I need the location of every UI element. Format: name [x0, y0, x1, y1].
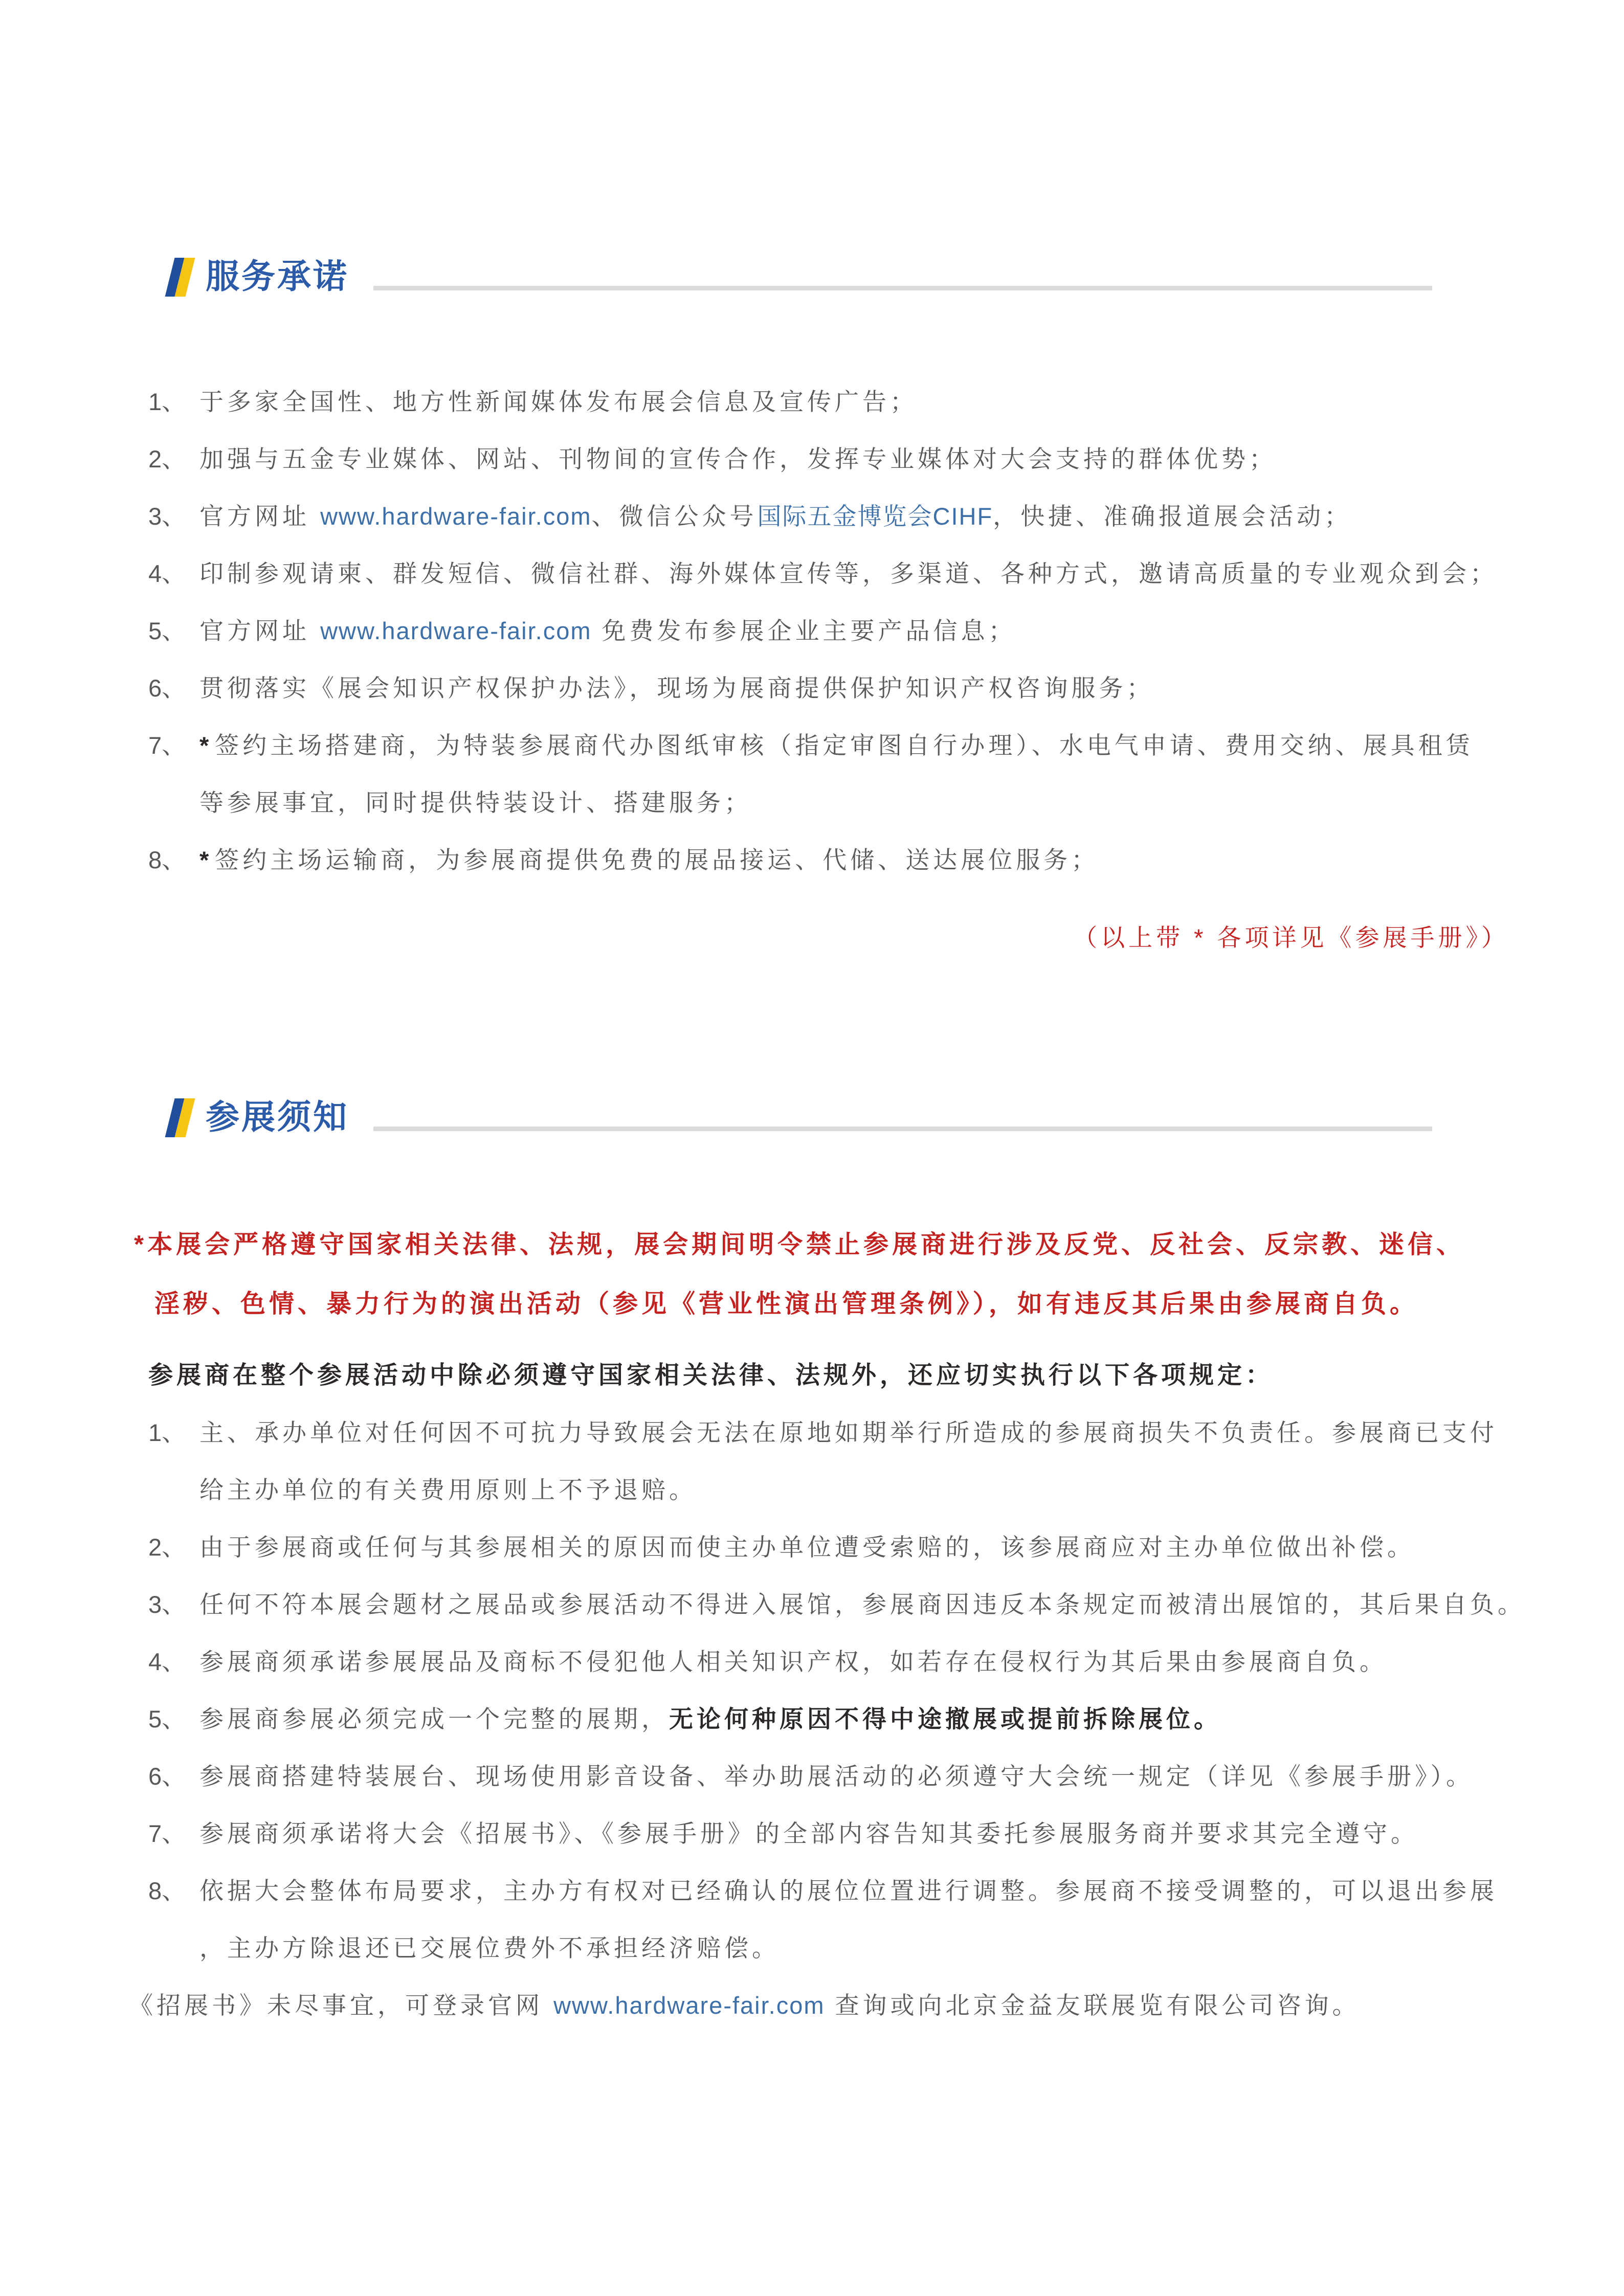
list-item — [148, 488, 1509, 545]
text-segment: 参展商须承诺将大会《招展书》、《参展手册》的全部内容告知其委托参展服务商并要求其完全遵守。 — [199, 1820, 1418, 1847]
warning-line: *本展会严格遵守国家相关法律、法规，展会期间明令禁止参展商进行涉及反党、反社会、反宗教、迷信、 — [134, 1231, 1465, 1258]
text-segment: 由于参展商或任何与其参展相关的原因而使主办单位遭受索赔的，该参展商应对主办单位做出补偿。 — [199, 1534, 1415, 1561]
text-segment: 等参展事宜，同时提供特装设计、搭建服务； — [199, 789, 752, 816]
text-segment: 查询或向北京金益友联展览有限公司咨询。 — [825, 1992, 1360, 2019]
list-item — [148, 1691, 1509, 1748]
list-item-continuation — [148, 774, 1509, 831]
text-segment: 签约主场搭建商，为特装参展商代办图纸审核（指定审图自行办理）、水电气申请、费用交纳、展具租赁 — [215, 732, 1474, 759]
list-item — [148, 431, 1509, 488]
text-segment: 主、承办单位对任何因不可抗力导致展会无法在原地如期举行所造成的参展商损失不负责任。参展商已支付 — [199, 1419, 1498, 1446]
notice-warning — [134, 1215, 1509, 1334]
text-segment: 任何不符本展会题材之展品或参展活动不得进入展馆，参展商因违反本条规定而被清出展馆的，其后果自负。 — [199, 1591, 1525, 1618]
text-segment: 官方网址 — [199, 503, 321, 530]
text-segment: 免费发布参展企业主要产品信息； — [591, 617, 1016, 644]
list-item-number: 2、 — [148, 1534, 186, 1561]
warning-line: 淫秽、色情、暴力行为的演出活动（参见《营业性演出管理条例》），如有违反其后果由参展商自负。 — [154, 1290, 1419, 1318]
text-segment: 签约主场运输商，为参展商提供免费的展品接运、代储、送达展位服务； — [215, 846, 1099, 873]
text-segment: * — [199, 732, 209, 759]
section-title-service: 服务承诺 — [206, 257, 349, 295]
list-item — [148, 1633, 1509, 1691]
text-segment: 、微信公众号 — [591, 503, 758, 530]
footer-contact-line — [129, 1977, 1509, 2034]
text-segment: ，主办方除退还已交展位费外不承担经济赔偿。 — [199, 1934, 780, 1962]
link-text[interactable]: www.hardware-fair.com — [553, 1992, 825, 2019]
section-header-service — [148, 255, 1432, 298]
service-note: （以上带 * 各项详见《参展手册》） — [1073, 924, 1509, 951]
list-item-continuation — [148, 1461, 1509, 1519]
list-item — [148, 1748, 1509, 1805]
link-text[interactable]: www.hardware-fair.com — [320, 503, 592, 530]
list-item-number: 7、 — [148, 1820, 186, 1847]
text-segment: 贯彻落实《展会知识产权保护办法》，现场为展商提供保护知识产权咨询服务； — [199, 674, 1154, 702]
list-item — [148, 660, 1509, 717]
text-segment: ，快捷、准确报道展会活动； — [993, 503, 1352, 530]
notice-intro: 参展商在整个参展活动中除必须遵守国家相关法律、法规外，还应切实执行以下各项规定： — [148, 1362, 1274, 1389]
text-segment: 参展商参展必须完成一个完整的展期， — [199, 1705, 669, 1732]
text-segment: * — [199, 846, 209, 873]
text-segment: 参展商须承诺参展展品及商标不侵犯他人相关知识产权，如若存在侵权行为其后果由参展商自负。 — [199, 1648, 1387, 1675]
section-title-notice: 参展须知 — [206, 1098, 349, 1136]
section-rule — [373, 1127, 1432, 1131]
list-item-number: 8、 — [148, 846, 186, 873]
list-item — [148, 1404, 1509, 1461]
text-segment: 无论何种原因不得中途撤展或提前拆除展位。 — [669, 1705, 1221, 1732]
list-item-number: 5、 — [148, 617, 186, 644]
list-item-number: 4、 — [148, 560, 186, 587]
list-item-number: 1、 — [148, 1419, 186, 1446]
service-commitment-list — [148, 373, 1509, 889]
list-item-continuation — [148, 1920, 1509, 1977]
list-item-number: 3、 — [148, 503, 186, 530]
list-item — [148, 717, 1509, 774]
text-segment: 于多家全国性、地方性新闻媒体发布展会信息及宣传广告； — [199, 388, 918, 415]
notice-rules-list — [148, 1404, 1525, 1977]
section-rule — [373, 286, 1432, 290]
list-item-number: 6、 — [148, 1763, 186, 1790]
text-segment: 官方网址 — [199, 617, 321, 644]
link-text[interactable]: www.hardware-fair.com — [320, 617, 592, 644]
list-item-number: 1、 — [148, 388, 186, 415]
list-item-number: 6、 — [148, 674, 186, 702]
text-segment: 印制参观请柬、群发短信、微信社群、海外媒体宣传等，多渠道、各种方式，邀请高质量的专业观众到会； — [199, 560, 1498, 587]
link-text[interactable]: 国际五金博览会CIHF — [757, 503, 993, 530]
list-item — [148, 373, 1509, 431]
list-item — [148, 602, 1509, 660]
list-item-number: 5、 — [148, 1705, 186, 1732]
text-segment: 参展商搭建特装展台、现场使用影音设备、举办助展活动的必须遵守大会统一规定（详见《参展手册》）。 — [199, 1763, 1474, 1790]
list-item — [148, 545, 1509, 602]
text-segment: 《招展书》未尽事宜，可登录官网 — [129, 1992, 554, 2019]
list-item — [148, 1805, 1509, 1862]
section-accent-bars-icon — [165, 1098, 195, 1137]
list-item-number: 7、 — [148, 732, 186, 759]
list-item-number: 2、 — [148, 445, 186, 472]
list-item-number: 3、 — [148, 1591, 186, 1618]
section-accent-bars-icon — [165, 258, 195, 297]
list-item-number: 4、 — [148, 1648, 186, 1675]
section-header-notice — [148, 1095, 1432, 1138]
text-segment: 加强与五金专业媒体、网站、刊物间的宣传合作，发挥专业媒体对大会支持的群体优势； — [199, 445, 1277, 472]
list-item — [148, 1576, 1525, 1633]
list-item — [148, 831, 1509, 889]
list-item — [148, 1862, 1509, 1920]
list-item — [148, 1519, 1509, 1576]
list-item-number: 8、 — [148, 1877, 186, 1904]
text-segment: 给主办单位的有关费用原则上不予退赔。 — [199, 1476, 697, 1503]
text-segment: 依据大会整体布局要求，主办方有权对已经确认的展位位置进行调整。参展商不接受调整的，可以退出参展 — [199, 1877, 1498, 1904]
